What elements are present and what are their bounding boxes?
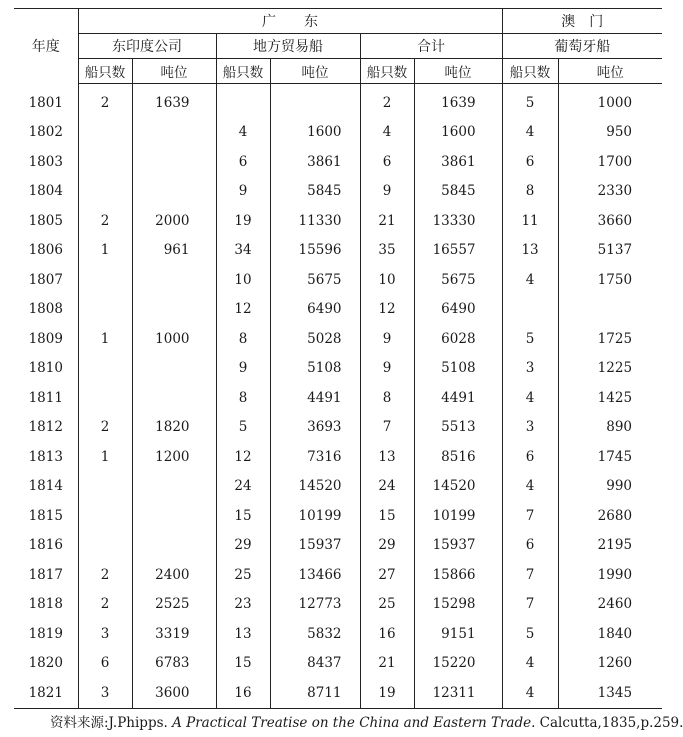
cell-ct-t: 11330 <box>270 206 360 236</box>
cell-mac-n: 8 <box>502 177 558 207</box>
cell-eic-n <box>78 531 132 561</box>
cell-year: 1809 <box>14 324 78 354</box>
cell-mac-n: 4 <box>502 118 558 148</box>
cell-ct-t: 1600 <box>270 118 360 148</box>
cell-ct-t: 5845 <box>270 177 360 207</box>
cell-ct-n: 19 <box>216 206 270 236</box>
cell-year: 1817 <box>14 560 78 590</box>
canton-label: 广东 <box>262 14 347 30</box>
cell-tot-t: 3861 <box>414 147 502 177</box>
cell-eic-n: 1 <box>78 324 132 354</box>
cell-mac-n: 5 <box>502 324 558 354</box>
cell-tot-n: 13 <box>360 442 414 472</box>
cell-ct-t: 5028 <box>270 324 360 354</box>
table-row <box>14 442 662 472</box>
cell-ct-n: 10 <box>216 265 270 295</box>
cell-mac-t: 1840 <box>597 625 633 642</box>
cell-eic-n: 1 <box>78 236 132 266</box>
cell-mac-t: 2460 <box>597 596 633 613</box>
cell-eic-n <box>78 354 132 384</box>
cell-eic-n: 2 <box>78 206 132 236</box>
cell-ct-n <box>216 84 270 118</box>
cell-tot-n: 9 <box>360 324 414 354</box>
cell-year: 1814 <box>14 472 78 502</box>
table-row <box>14 118 662 148</box>
cell-ct-n: 16 <box>216 678 270 708</box>
cell-ct-n: 12 <box>216 295 270 325</box>
cell-ct-n: 29 <box>216 531 270 561</box>
cell-mac-t <box>558 295 662 325</box>
cell-mac-t: 2680 <box>597 507 633 524</box>
cell-tot-n: 9 <box>360 177 414 207</box>
cell-mac-n: 6 <box>502 147 558 177</box>
cell-mac-t: 2195 <box>597 537 633 554</box>
cell-tot-t: 16557 <box>414 236 502 266</box>
cell-eic-n: 2 <box>78 590 132 620</box>
cell-mac-n <box>502 295 558 325</box>
mac-ships-header: 船只数 <box>502 59 558 84</box>
cell-tot-t: 6028 <box>414 324 502 354</box>
cell-mac-t: 950 <box>606 124 633 141</box>
cell-mac-t: 1745 <box>597 448 633 465</box>
cell-ct-n: 15 <box>216 501 270 531</box>
cell-year: 1821 <box>14 678 78 708</box>
cell-eic-n <box>78 265 132 295</box>
cell-tot-t: 1600 <box>414 118 502 148</box>
cell-mac-n: 4 <box>502 383 558 413</box>
cell-mac-t: 1750 <box>597 271 633 288</box>
cell-eic-t: 2000 <box>132 206 216 236</box>
table-row <box>14 354 662 384</box>
cell-tot-t: 14520 <box>414 472 502 502</box>
cell-tot-n: 2 <box>360 84 414 118</box>
cell-ct-t: 8711 <box>270 678 360 708</box>
cell-ct-t: 6490 <box>270 295 360 325</box>
cell-mac-n: 6 <box>502 531 558 561</box>
cell-eic-n: 1 <box>78 442 132 472</box>
cell-mac-t: 1260 <box>597 655 633 672</box>
cell-year: 1819 <box>14 619 78 649</box>
cell-tot-n: 9 <box>360 354 414 384</box>
cell-year: 1810 <box>14 354 78 384</box>
cell-eic-n <box>78 472 132 502</box>
cell-eic-n <box>78 501 132 531</box>
cell-year: 1811 <box>14 383 78 413</box>
cell-year: 1812 <box>14 413 78 443</box>
table-row <box>14 590 662 620</box>
cell-eic-t: 3600 <box>132 678 216 708</box>
cell-eic-t <box>132 265 216 295</box>
cell-ct-n: 13 <box>216 619 270 649</box>
cell-tot-t: 5675 <box>414 265 502 295</box>
cell-tot-n: 35 <box>360 236 414 266</box>
table-row <box>14 177 662 207</box>
cell-ct-t: 3861 <box>270 147 360 177</box>
cell-tot-t: 5513 <box>414 413 502 443</box>
cell-eic-t <box>132 354 216 384</box>
cell-ct-t: 3693 <box>270 413 360 443</box>
cell-mac-n: 7 <box>502 501 558 531</box>
cell-eic-n <box>78 147 132 177</box>
cell-ct-n: 34 <box>216 236 270 266</box>
cell-tot-n: 12 <box>360 295 414 325</box>
macao-group-header <box>502 9 662 34</box>
cell-eic-n: 3 <box>78 619 132 649</box>
cell-mac-n: 7 <box>502 590 558 620</box>
country-trade-header: 地方贸易船 <box>216 34 360 59</box>
cell-eic-t: 1639 <box>132 84 216 118</box>
cell-eic-t: 1000 <box>132 324 216 354</box>
cell-tot-t: 12311 <box>414 678 502 708</box>
cell-mac-t: 3660 <box>597 212 633 229</box>
cell-year: 1808 <box>14 295 78 325</box>
year-column-header: 年度 <box>14 9 78 84</box>
eic-tonnage-header: 吨位 <box>132 59 216 84</box>
cell-mac-n: 11 <box>502 206 558 236</box>
table-row <box>14 265 662 295</box>
cell-tot-t: 13330 <box>414 206 502 236</box>
cell-ct-n: 9 <box>216 177 270 207</box>
table-row <box>14 619 662 649</box>
total-tonnage-header: 吨位 <box>414 59 502 84</box>
table-row <box>14 501 662 531</box>
cell-ct-n: 15 <box>216 649 270 679</box>
macao-label: 澳门 <box>561 14 618 30</box>
cell-ct-n: 4 <box>216 118 270 148</box>
cell-eic-t <box>132 531 216 561</box>
ct-ships-header: 船只数 <box>216 59 270 84</box>
canton-group-header <box>78 9 502 34</box>
cell-mac-t: 5137 <box>597 242 633 259</box>
total-ships-header: 船只数 <box>360 59 414 84</box>
cell-eic-t: 2525 <box>132 590 216 620</box>
cell-eic-n <box>78 118 132 148</box>
cell-tot-n: 15 <box>360 501 414 531</box>
cell-ct-n: 25 <box>216 560 270 590</box>
cell-mac-n: 13 <box>502 236 558 266</box>
cell-mac-t: 1000 <box>597 94 633 111</box>
table-row <box>14 678 662 708</box>
cell-eic-n: 3 <box>78 678 132 708</box>
table-row <box>14 206 662 236</box>
cell-ct-n: 24 <box>216 472 270 502</box>
cell-ct-n: 23 <box>216 590 270 620</box>
cell-tot-t: 4491 <box>414 383 502 413</box>
ct-tonnage-header: 吨位 <box>270 59 360 84</box>
table-header <box>14 9 662 84</box>
cell-ct-n: 5 <box>216 413 270 443</box>
cell-eic-t: 3319 <box>132 619 216 649</box>
cell-ct-n: 8 <box>216 324 270 354</box>
cell-ct-t: 15937 <box>270 531 360 561</box>
cell-tot-n: 7 <box>360 413 414 443</box>
cell-ct-t: 5832 <box>270 619 360 649</box>
cell-tot-n: 19 <box>360 678 414 708</box>
cell-mac-n: 4 <box>502 678 558 708</box>
cell-ct-n: 9 <box>216 354 270 384</box>
cell-tot-t: 5108 <box>414 354 502 384</box>
cell-mac-n: 3 <box>502 354 558 384</box>
eic-ships-header: 船只数 <box>78 59 132 84</box>
cell-tot-t: 5845 <box>414 177 502 207</box>
cell-tot-n: 6 <box>360 147 414 177</box>
eic-header: 东印度公司 <box>78 34 216 59</box>
cell-eic-n: 2 <box>78 413 132 443</box>
cell-tot-t: 9151 <box>414 619 502 649</box>
cell-year: 1804 <box>14 177 78 207</box>
cell-eic-t <box>132 383 216 413</box>
portuguese-header: 葡萄牙船 <box>502 34 662 59</box>
cell-tot-n: 4 <box>360 118 414 148</box>
shipping-statistics-table <box>14 8 662 709</box>
cell-eic-t: 1820 <box>132 413 216 443</box>
cell-tot-n: 29 <box>360 531 414 561</box>
cell-tot-t: 8516 <box>414 442 502 472</box>
cell-eic-n: 6 <box>78 649 132 679</box>
cell-year: 1801 <box>14 84 78 118</box>
table-row <box>14 295 662 325</box>
cell-mac-n: 7 <box>502 560 558 590</box>
cell-mac-t: 1225 <box>597 360 633 377</box>
cell-mac-n: 4 <box>502 472 558 502</box>
cell-mac-t: 890 <box>606 419 633 436</box>
cell-eic-n <box>78 383 132 413</box>
cell-eic-t <box>132 177 216 207</box>
source-note <box>50 711 683 731</box>
table-row <box>14 560 662 590</box>
cell-ct-t: 5675 <box>270 265 360 295</box>
cell-tot-t: 1639 <box>414 84 502 118</box>
cell-ct-t: 12773 <box>270 590 360 620</box>
cell-year: 1820 <box>14 649 78 679</box>
table-row <box>14 147 662 177</box>
total-header: 合计 <box>360 34 502 59</box>
cell-year: 1815 <box>14 501 78 531</box>
mac-tonnage-header: 吨位 <box>558 59 662 84</box>
cell-tot-n: 16 <box>360 619 414 649</box>
cell-mac-t: 1990 <box>597 566 633 583</box>
cell-mac-n: 6 <box>502 442 558 472</box>
cell-eic-t: 2400 <box>132 560 216 590</box>
cell-mac-n: 4 <box>502 649 558 679</box>
cell-tot-n: 21 <box>360 206 414 236</box>
table-row <box>14 236 662 266</box>
cell-ct-t: 15596 <box>270 236 360 266</box>
cell-tot-t: 6490 <box>414 295 502 325</box>
cell-ct-n: 12 <box>216 442 270 472</box>
cell-eic-t <box>132 295 216 325</box>
cell-tot-t: 15866 <box>414 560 502 590</box>
cell-tot-n: 8 <box>360 383 414 413</box>
cell-mac-n: 5 <box>502 84 558 118</box>
table-body <box>14 84 662 709</box>
cell-tot-n: 24 <box>360 472 414 502</box>
cell-ct-n: 8 <box>216 383 270 413</box>
cell-year: 1805 <box>14 206 78 236</box>
cell-year: 1813 <box>14 442 78 472</box>
table-row <box>14 324 662 354</box>
cell-mac-t: 1725 <box>597 330 633 347</box>
cell-mac-t: 2330 <box>597 183 633 200</box>
cell-tot-n: 21 <box>360 649 414 679</box>
cell-mac-t: 1345 <box>558 678 662 708</box>
cell-eic-n: 2 <box>78 560 132 590</box>
cell-tot-n: 27 <box>360 560 414 590</box>
table-row <box>14 531 662 561</box>
table-row <box>14 84 662 118</box>
cell-tot-t: 10199 <box>414 501 502 531</box>
cell-ct-t: 10199 <box>270 501 360 531</box>
cell-eic-t: 961 <box>132 236 216 266</box>
cell-ct-t: 13466 <box>270 560 360 590</box>
table-row <box>14 413 662 443</box>
cell-year: 1802 <box>14 118 78 148</box>
cell-tot-n: 25 <box>360 590 414 620</box>
cell-ct-t: 14520 <box>270 472 360 502</box>
cell-eic-n <box>78 295 132 325</box>
cell-eic-n <box>78 177 132 207</box>
source-suffix: . Calcutta,1835,p.259. <box>531 715 683 731</box>
cell-year: 1806 <box>14 236 78 266</box>
cell-ct-t: 4491 <box>270 383 360 413</box>
cell-tot-t: 15298 <box>414 590 502 620</box>
table-row <box>14 649 662 679</box>
cell-year: 1818 <box>14 590 78 620</box>
cell-eic-t: 6783 <box>132 649 216 679</box>
table-row <box>14 383 662 413</box>
cell-mac-t: 1700 <box>597 153 633 170</box>
cell-tot-t: 15937 <box>414 531 502 561</box>
cell-eic-t: 1200 <box>132 442 216 472</box>
cell-tot-n: 10 <box>360 265 414 295</box>
cell-ct-t: 8437 <box>270 649 360 679</box>
cell-year: 1807 <box>14 265 78 295</box>
cell-eic-n: 2 <box>78 84 132 118</box>
cell-eic-t <box>132 147 216 177</box>
cell-mac-n: 3 <box>502 413 558 443</box>
cell-ct-t <box>270 84 360 118</box>
cell-tot-t: 15220 <box>414 649 502 679</box>
cell-year: 1816 <box>14 531 78 561</box>
source-prefix: 资料来源:J.Phipps. <box>50 715 173 731</box>
cell-year: 1803 <box>14 147 78 177</box>
source-title: A Practical Treatise on the China and Eastern Trade <box>172 715 532 731</box>
cell-mac-n: 4 <box>502 265 558 295</box>
cell-eic-t <box>132 501 216 531</box>
table-wrapper <box>14 8 662 709</box>
cell-mac-t: 1425 <box>597 389 633 406</box>
cell-mac-t: 990 <box>606 478 633 495</box>
cell-eic-t <box>132 118 216 148</box>
cell-ct-t: 7316 <box>270 442 360 472</box>
cell-mac-n: 5 <box>502 619 558 649</box>
cell-ct-n: 6 <box>216 147 270 177</box>
cell-ct-t: 5108 <box>270 354 360 384</box>
table-row <box>14 472 662 502</box>
cell-eic-t <box>132 472 216 502</box>
